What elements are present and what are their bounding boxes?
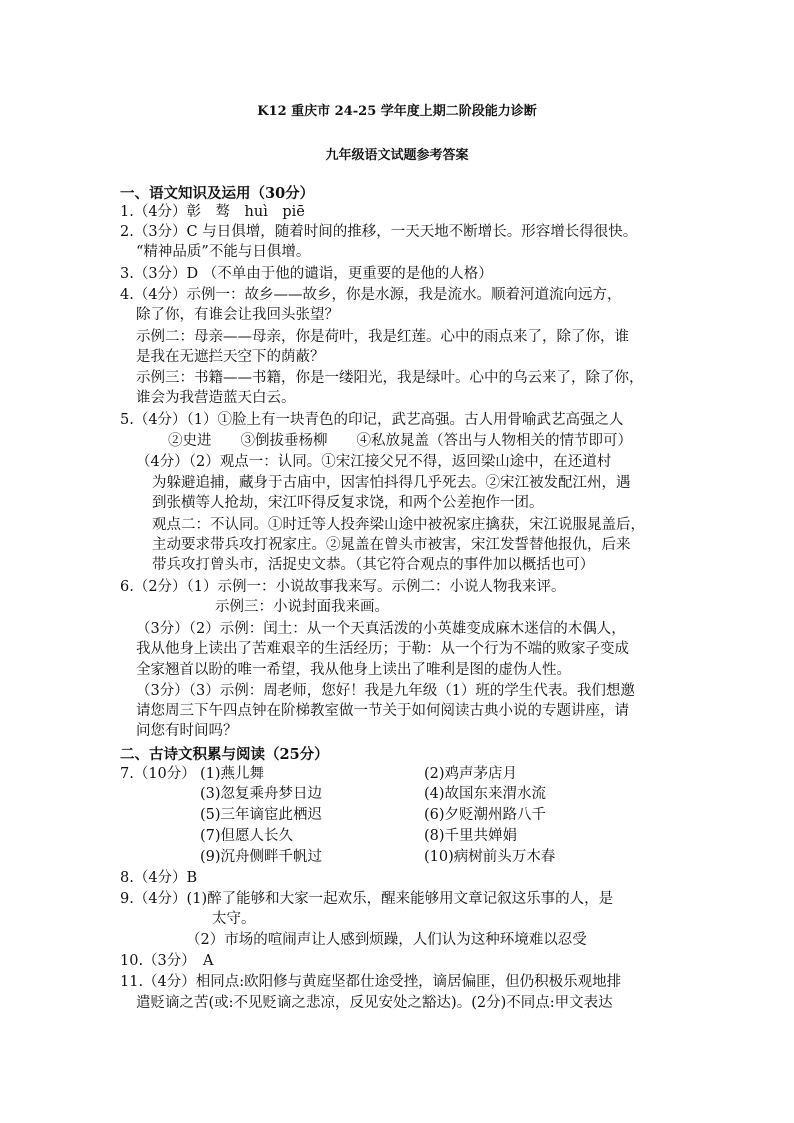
answer-line: 是我在无遮拦天空下的荫蔽？ [136, 349, 325, 365]
answer-line: （3分）（3）示例：周老师，您好！我是九年级（1）班的学生代表。我们想邀 [136, 683, 635, 699]
answer-line: 到张横等人抢劫，宋江吓得反复求饶，和两个公差抱作一团。 [152, 495, 544, 511]
answer-line: 全家翘首以盼的唯一希望，我从他身上读出了唯利是图的虚伪人性。 [136, 662, 571, 678]
answer-line: 示例二：母亲——母亲，你是荷叶，我是红莲。心中的雨点来了，除了你，谁 [136, 329, 629, 345]
answer-line: 太守。 [212, 911, 256, 927]
poem-answer: (2)鸡声茅店月 [424, 766, 518, 782]
answer-line: 5.（4分）（1）①脸上有一块青色的印记，武艺高强。古人用骨喻武艺高强之人 [120, 412, 624, 428]
poem-answer: (9)沉舟侧畔千帆过 [200, 849, 323, 865]
answer-line: 11.（4分）相同点:欧阳修与黄庭坚都仕途受挫，谪居偏匪，但仍积极乐观地排 [120, 974, 622, 990]
poem-answer: (5)三年谪宦此栖迟 [200, 807, 323, 823]
document-subtitle: 九年级语文试题参考答案 [325, 148, 469, 163]
answer-line: 请您周三下午四点钟在阶梯教室做一节关于如何阅读古典小说的专题讲座，请 [136, 703, 629, 719]
poem-answer: (8)千里共婵娟 [424, 828, 518, 844]
answer-line: 9.（4分）(1)醉了能够和大家一起欢乐，醒来能够用文章记叙这乐事的人，是 [120, 891, 614, 907]
answer-line: （3分）（2）示例：闰土：从一个天真活泼的小英雄变成麻木迷信的木偶人， [136, 621, 626, 637]
answer-line: 1.（4分）彰 骜 huì piē [120, 204, 305, 220]
poem-answer: (7)但愿人长久 [200, 828, 294, 844]
answer-line: 主动要求带兵攻打祝家庄。②晁盖在曾头市被害，宋江发誓替他报仇，后来 [152, 537, 631, 553]
answer-line: 带兵攻打曾头市，活捉史文恭。（其它符合观点的事件加以概括也可） [152, 557, 595, 573]
answer-line: （2）市场的喧闹声让人感到烦躁，人们认为这种环境难以忍受 [186, 932, 587, 948]
answer-line: 除了你，有谁会让我回头张望？ [136, 307, 339, 323]
answer-line: 遣贬谪之苦(或:不见贬谪之悲凉，反见安处之豁达)。(2分)不同点:甲文表达 [136, 995, 613, 1011]
answer-line: 示例三：小说封面我来画。 [215, 599, 389, 615]
answer-line: 4.（4分）示例一：故乡——故乡，你是水源，我是流水。顺着河道流向远方， [120, 287, 622, 303]
answer-line: 观点二：不认同。①时迁等人投奔梁山途中被祝家庄擒获，宋江说服晁盖后， [152, 517, 645, 533]
answer-line: 示例三：书籍——书籍，你是一缕阳光，我是绿叶。心中的乌云来了，除了你， [136, 370, 644, 386]
answer-line: 问您有时间吗？ [136, 723, 238, 739]
answer-line: （4分）（2）观点一：认同。①宋江接父兄不得，返回梁山途中，在还道村 [136, 454, 612, 470]
answer-line: 为躲避追捕，藏身于古庙中，因害怕抖得几乎死去。②宋江被发配江州，遇 [152, 475, 631, 491]
answer-line: 6.（2分）（1）示例一：小说故事我来写。示例二：小说人物我来评。 [120, 579, 566, 595]
answer-line: “精神品质”不能与日俱增。 [136, 244, 311, 260]
answer-line: ②史进 ③倒拔垂杨柳 ④私放晁盖（答出与人物相关的情节即可） [168, 433, 632, 449]
poem-answer: (1)燕儿舞 [200, 766, 265, 782]
poem-answer: (4)故国东来渭水流 [424, 786, 547, 802]
answer-line: 10.（3分） A [120, 953, 214, 969]
section-heading-2: 二、古诗文积累与阅读（25分） [120, 746, 329, 763]
poem-answer: (3)忽复乘舟梦日边 [200, 786, 323, 802]
poem-answer: (6)夕贬潮州路八千 [424, 807, 547, 823]
poem-answer: (10)病树前头万木春 [424, 849, 556, 865]
question-7-label: 7.（10分） [120, 766, 196, 782]
section-heading-1: 一、语文知识及运用（30分） [120, 185, 315, 202]
document-title: K12 重庆市 24-25 学年度上期二阶段能力诊断 [257, 104, 537, 119]
answer-line: 2.（3分）C 与日俱增，随着时间的推移，一天天地不断增长。形容增长得很快。 [120, 224, 638, 240]
answer-line: 谁会为我营造蓝天白云。 [136, 390, 296, 406]
answer-line: 3.（3分）D （不单由于他的谴诣，更重要的是他的人格） [120, 266, 493, 282]
answer-line: 我从他身上读出了苦难艰辛的生活经历；于勒：从一个行为不端的败家子变成 [136, 641, 629, 657]
answer-line: 8.（4分）B [120, 870, 198, 886]
